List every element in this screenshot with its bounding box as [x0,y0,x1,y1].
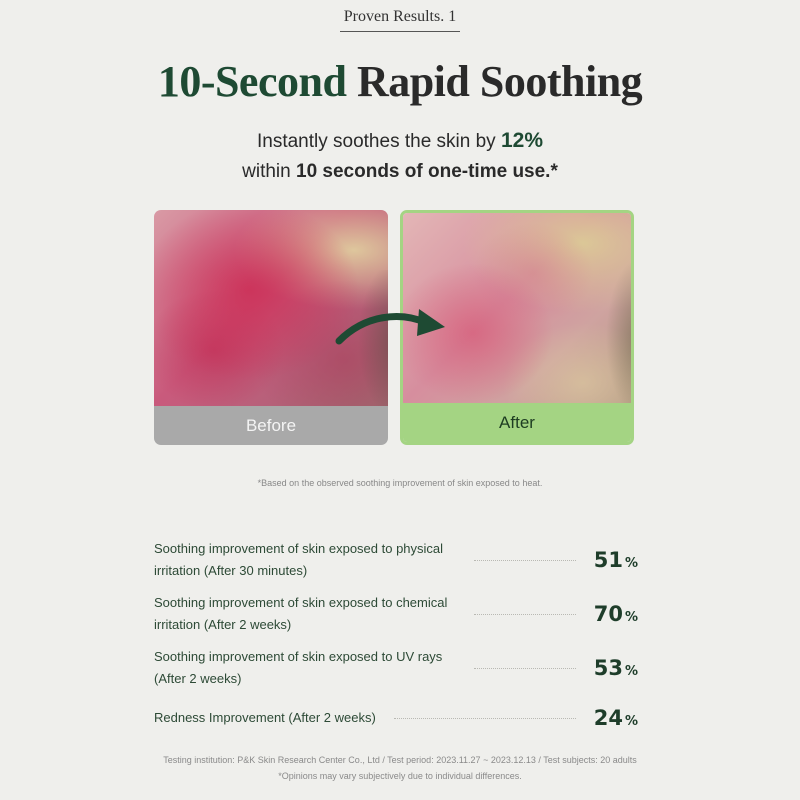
result-label: Soothing improvement of skin exposed to UV rays (After 2 weeks) [154,649,443,686]
arrow-right-icon [335,303,450,348]
before-label: Before [154,406,388,445]
after-label: After [403,403,631,442]
title-rest: Rapid Soothing [346,57,643,106]
credits [0,752,800,784]
credits-line-2: *Opinions may vary subjectively due to individual differences. [278,771,522,781]
subtitle-percent-unit: % [524,129,543,152]
result-number: 53 [593,656,623,680]
result-row [154,646,638,690]
subtitle-line2-prefix: within [242,161,291,182]
result-unit: % [624,664,638,679]
subtitle-line-1 [0,126,800,157]
result-row [154,592,638,636]
subtitle [0,126,800,187]
result-value [594,548,638,572]
result-number: 51 [593,548,623,572]
result-number: 24 [593,706,623,730]
result-label: Redness Improvement (After 2 weeks) [154,710,376,725]
credits-line-1: Testing institution: P&K Skin Research Center Co., Ltd / Test period: 2023.11.27 ~ 2023.12.13 / Test subjects: 20 adults [163,755,637,765]
heat-footnote: *Based on the observed soothing improvement of skin exposed to heat. [257,478,543,488]
subtitle-line-2 [0,157,800,187]
result-label: Soothing improvement of skin exposed to physical irritation (After 30 minutes) [154,541,444,578]
results-list [154,538,638,746]
dotted-leader [474,560,576,561]
kicker-section [0,8,800,32]
subtitle-prefix: Instantly soothes the skin by [256,131,496,152]
dotted-leader [474,614,576,615]
result-number: 70 [593,602,623,626]
result-label: Soothing improvement of skin exposed to chemical irritation (After 2 weeks) [154,595,448,632]
result-value [594,656,638,680]
result-unit: % [624,556,638,571]
dotted-leader [474,668,576,669]
result-row [154,538,638,582]
kicker-label: Proven Results. 1 [340,8,460,32]
result-unit: % [624,610,638,625]
result-value [594,602,638,626]
title-accent: 10-Second [157,57,347,106]
result-unit: % [624,714,638,729]
dotted-leader [394,718,576,719]
subtitle-line2-bold: 10 seconds of one-time use.* [296,161,558,182]
subtitle-percent-value: 12 [500,129,525,152]
page-title [0,56,800,107]
result-row [154,700,638,736]
subtitle-percent [501,129,543,152]
result-value [594,706,638,730]
